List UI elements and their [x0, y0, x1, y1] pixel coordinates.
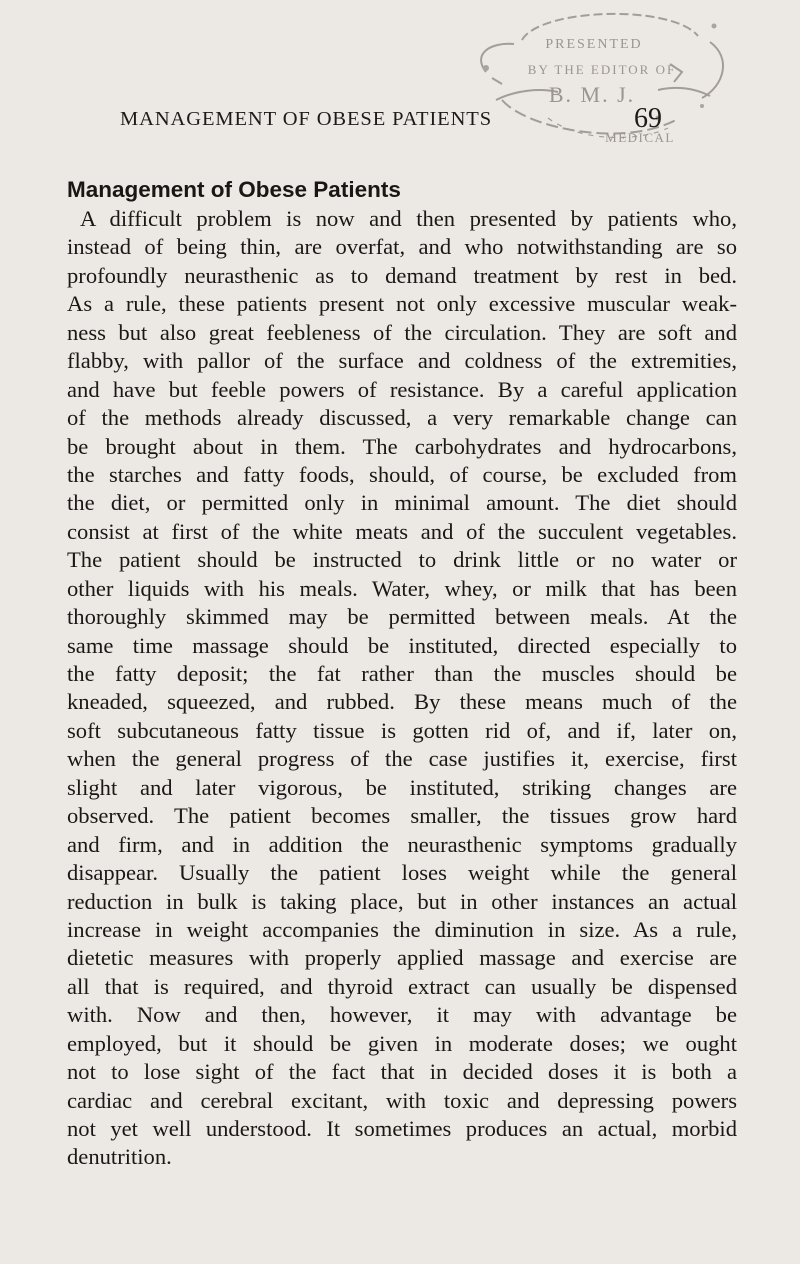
text-line: dietetic measures with properly applied massage and exercise are: [67, 945, 737, 971]
text-line: the diet, or permitted only in minimal amount. The diet should: [67, 490, 737, 516]
stamp-line-medical: MEDICAL: [605, 130, 675, 145]
text-line: disappear. Usually the patient loses weight while the general: [67, 860, 737, 886]
text-line: with. Now and then, however, it may with advantage be: [67, 1002, 737, 1028]
running-head: [120, 92, 660, 136]
text-line: of the methods already discussed, a very remarkable change can: [67, 405, 737, 431]
text-line: the starches and fatty foods, should, of course, be excluded from: [67, 461, 737, 487]
stamp-line-presented: PRESENTED: [545, 37, 643, 52]
stamp-line-initials: B. M. J.: [548, 82, 636, 107]
text-line: A difficult problem is now and then presented by patients who,: [80, 206, 737, 231]
text-line: all that is required, and thyroid extract can usually be dispensed: [67, 973, 737, 999]
text-line: the fatty deposit; the fat rather than the muscles should be: [67, 661, 737, 686]
text-line: soft subcutaneous fatty tissue is gotten rid of, and if, later on,: [67, 717, 737, 743]
text-line: reduction in bulk is taking place, but in other instances an actual: [67, 888, 737, 914]
text-line: same time massage should be instituted, directed especially to: [67, 632, 737, 658]
text-line: denutrition.: [67, 1144, 172, 1170]
text-line: kneaded, squeezed, and rubbed. By these means much of the: [67, 689, 737, 715]
text-line: flabby, with pallor of the surface and coldness of the extremities,: [67, 348, 737, 374]
text-line: instead of being thin, are overfat, and who notwithstanding are so: [67, 234, 737, 260]
text-line: thoroughly skimmed may be permitted between meals. At the: [67, 604, 737, 630]
text-line: increase in weight accompanies the diminution in size. As a rule,: [67, 916, 737, 942]
text-line: other liquids with his meals. Water, whey, or milk that has been: [67, 575, 737, 601]
text-line: and have but feeble powers of resistance. By a careful application: [67, 376, 737, 402]
text-line: employed, but it should be given in moderate doses; we ought: [67, 1030, 737, 1056]
text-line: consist at first of the white meats and of the succulent vegetables.: [67, 518, 737, 544]
running-title: MANAGEMENT OF OBESE PATIENTS: [120, 108, 493, 130]
text-line: observed. The patient becomes smaller, the tissues grow hard: [67, 803, 737, 829]
text-line: ness but also great feebleness of the circulation. They are soft and: [67, 319, 737, 345]
text-line: not to lose sight of the fact that in decided doses it is both a: [67, 1059, 737, 1085]
section-heading: Management of Obese Patients: [67, 177, 401, 202]
text-line: and firm, and in addition the neurasthenic symptoms gradually: [67, 831, 737, 857]
text-line: profoundly neurasthenic as to demand treatment by rest in bed.: [67, 262, 737, 288]
text-line: cardiac and cerebral excitant, with toxic and depressing powers: [67, 1087, 737, 1113]
page-number: 69: [634, 103, 662, 134]
body-paragraph: [67, 205, 737, 1172]
stamp-line-editor: BY THE EDITOR OF: [527, 62, 677, 77]
text-line: slight and later vigorous, be instituted, striking changes are: [67, 774, 737, 800]
text-line: The patient should be instructed to drink little or no water or: [67, 547, 737, 573]
text-line: when the general progress of the case justifies it, exercise, first: [67, 746, 737, 772]
text-line: not yet well understood. It sometimes produces an actual, morbid: [67, 1116, 737, 1141]
text-line: be brought about in them. The carbohydrates and hydrocarbons,: [67, 433, 737, 459]
text-line: As a rule, these patients present not only excessive muscular weak-: [67, 291, 737, 317]
